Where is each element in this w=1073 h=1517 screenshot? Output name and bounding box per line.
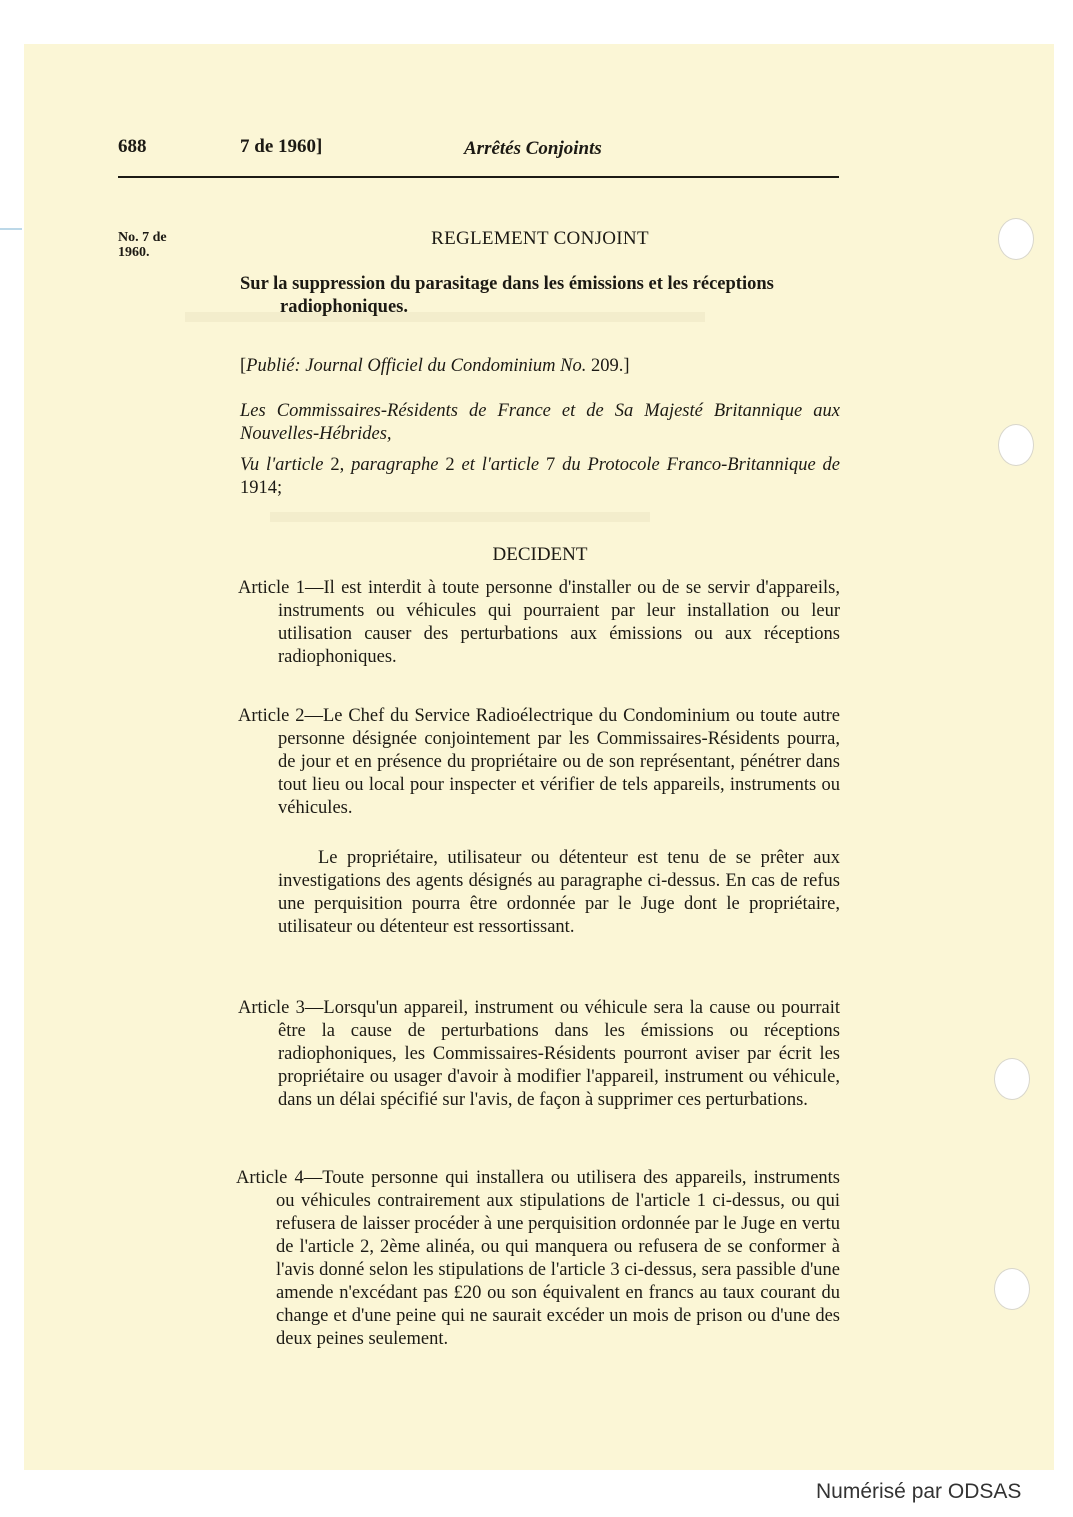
vu-text: du Protocole Franco-Britannique de (562, 455, 840, 475)
binder-hole (998, 218, 1034, 260)
margin-note (118, 230, 198, 260)
preamble: Les Commissaires-Résidents de France et de Sa Majesté Britannique aux Nouvelles-Hébrides, (240, 401, 840, 444)
vu-number: 2, (323, 455, 352, 475)
vu-text: paragraphe (351, 455, 439, 475)
binder-hole (994, 1268, 1030, 1310)
bleed-through-artifact (270, 512, 650, 538)
publication-source: Publié: Journal Officiel du Condominium No. (246, 356, 587, 376)
margin-note-line: No. 7 de (118, 230, 167, 245)
article-1: Article 1—Il est interdit à toute personne d'installer ou de se servir d'appareils, instruments ou véhicules qui pourraient par leur installation ou leur utilisation causer des perturbations aux émissions ou aux réceptions radiophoniques. (238, 578, 840, 667)
vu-number: 7 (539, 455, 563, 475)
article-2-paragraph-2: Le propriétaire, utilisateur ou détenteur est tenu de se prêter aux investigations des agents désignés au paragraphe ci-dessus. En cas de refus une perquisition pourra être ordonnée par le Juge dont le propriétaire, utilisateur ou détenteur est ressortissant. (278, 848, 840, 937)
article-2: Article 2—Le Chef du Service Radioélectrique du Condominium ou toute autre personne désignée conjointement par les Commissaires-Résidents pourra, de jour et en présence du propriétaire ou de son représentant, pénétrer dans tout lieu ou local pour inspecter et vérifier de tels appareils, instruments ou véhicules. (238, 706, 840, 818)
running-title: Arrêtés Conjoints (464, 138, 602, 159)
binder-hole (998, 424, 1034, 466)
publication-prefix: [ (240, 356, 247, 376)
vu-number: 2 (438, 455, 462, 475)
page-number: 688 (118, 136, 147, 157)
vu-text: Vu l'article (240, 455, 324, 475)
publication-note (240, 355, 840, 378)
decide-heading: DECIDENT (492, 544, 588, 565)
scan-edge-mark (0, 228, 22, 230)
document-subject: Sur la suppression du parasitage dans les émissions et les réceptions radiophoniques. (240, 274, 774, 317)
article-3: Article 3—Lorsqu'un appareil, instrument ou véhicule sera la cause ou pourrait être la cause de perturbations dans les émissions ou réceptions radiophoniques, les Commissaires-Résidents pourront aviser par écrit les propriétaire ou usager d'avoir à modifier l'appareil, instrument ou véhicule, dans un délai spécifié sur l'avis, de façon à supprimer ces perturbations. (238, 998, 840, 1110)
binder-hole (994, 1058, 1030, 1100)
digitization-credit: Numérisé par ODSAS (816, 1480, 1022, 1503)
vu-number: 1914; (240, 478, 283, 498)
document-title: REGLEMENT CONJOINT (431, 228, 649, 249)
margin-note-line: 1960. (118, 245, 150, 260)
header-rule (118, 176, 839, 178)
vu-clause (240, 454, 840, 500)
header-reference: 7 de 1960] (240, 136, 323, 157)
vu-text: et l'article (461, 455, 540, 475)
article-4: Article 4—Toute personne qui installera ou utilisera des appareils, instruments ou véhicules contrairement aux stipulations de l'article 1 ci-dessus, ou qui refusera de laisser procéder à une perquisition ordonnée par le Juge en vertu de l'article 2, 2ème alinéa, ou qui manquera ou refusera de se conformer à l'avis donné selon les stipulations de l'article 3 ci-dessus, sera passible d'une amende n'excédant pas £20 ou son équivalent en francs au taux courant du change et d'une peine qui ne saurait excéder un mois de prison ou d'une des deux peines seulement. (236, 1168, 840, 1349)
publication-number: 209.] (586, 356, 630, 376)
